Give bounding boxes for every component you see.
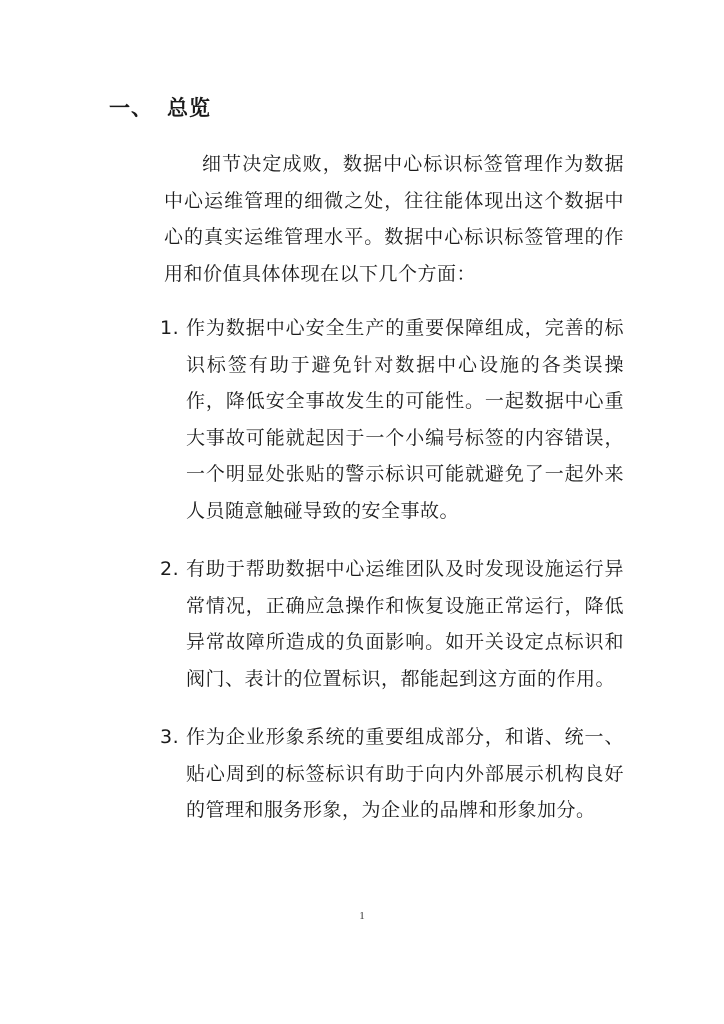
intro-paragraph: 细节决定成败，数据中心标识标签管理作为数据中心运维管理的细微之处，往往能体现出这个数据中心的真实运维管理水平。数据中心标识标签管理的作用和价值具体体现在以下几个方面： (164, 153, 624, 285)
section-number: 一、 (109, 96, 153, 120)
list-item-number: 2. (160, 558, 180, 580)
list-item-text: 作为企业形象系统的重要组成部分，和谐、统一、贴心周到的标签标识有助于向内外部展示机构良好的管理和服务形象，为企业的品牌和形象加分。 (186, 726, 624, 821)
list-item (160, 551, 624, 697)
list-item (160, 310, 624, 529)
list-item-text: 作为数据中心安全生产的重要保障组成，完善的标识标签有助于避免针对数据中心设施的各类误操作，降低安全事故发生的可能性。一起数据中心重大事故可能就起因于一个小编号标签的内容错误，一个明显处张贴的警示标识可能就避免了一起外来人员随意触碰导致的安全事故。 (186, 317, 624, 522)
page-number: 1 (359, 910, 365, 922)
list-item-number: 3. (160, 726, 180, 748)
list-item-text: 有助于帮助数据中心运维团队及时发现设施运行异常情况，正确应急操作和恢复设施正常运行，降低异常故障所造成的负面影响。如开关设定点标识和阀门、表计的位置标识，都能起到这方面的作用。 (186, 558, 624, 690)
section-heading (109, 92, 211, 122)
list-item-number: 1. (160, 317, 180, 339)
section-title: 总览 (167, 96, 211, 120)
list-item (160, 719, 624, 829)
benefits-list (160, 310, 624, 851)
